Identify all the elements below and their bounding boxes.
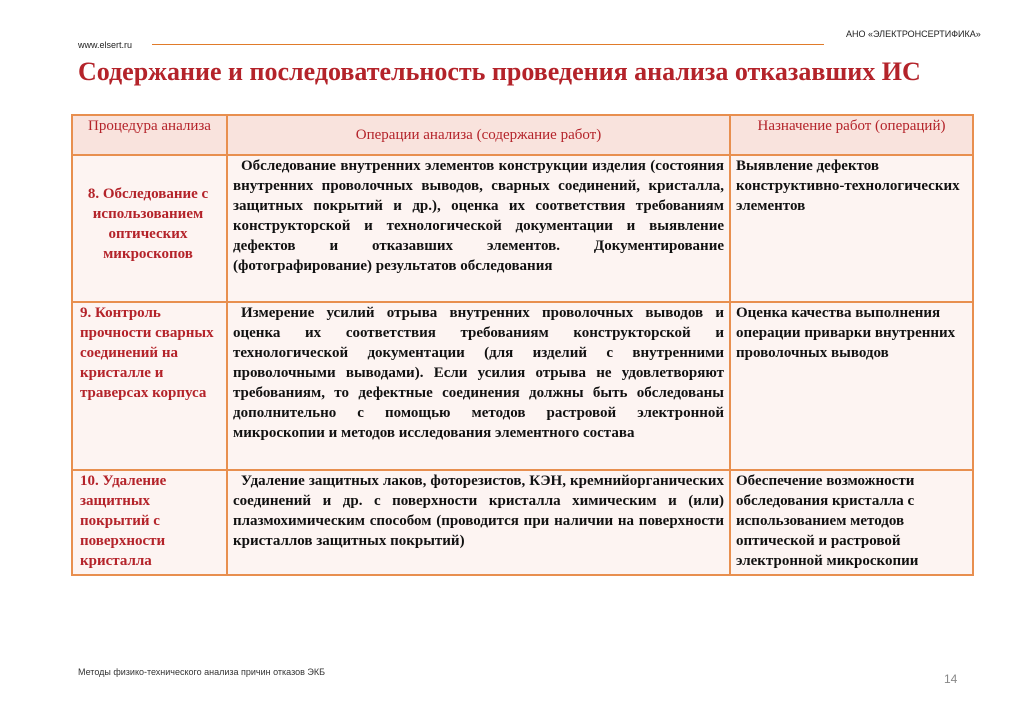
- purpose-text: Обеспечение возможности обследования кристалла с использованием методов оптической и растровой электронной микроскопии: [736, 473, 919, 569]
- table-row: [72, 470, 973, 575]
- operations-cell: [227, 302, 730, 470]
- operations-text: Обследование внутренних элементов конструкции изделия (состояния внутренних проволочных выводов, сварных соединений, кристалла, защитных покрытий и др.), оценка их соответствия требованиям конструкторской и технологической документации и выявление дефектов и отказавших элементов. Документирование (фотографирование) результатов обследования: [233, 158, 724, 274]
- procedure-text: 8. Обследование с использованием оптических микроскопов: [87, 186, 209, 262]
- operations-cell: [227, 155, 730, 302]
- purpose-text: Выявление дефектов конструктивно-технологических элементов: [736, 158, 960, 214]
- header-divider: [152, 44, 824, 45]
- table-row: [72, 155, 973, 302]
- operations-text: Измерение усилий отрыва внутренних проволочных выводов и оценка их соответствия требованиям конструкторской и технологической документации (для изделий с внутренними проволочными выводами). Если усилия отрыва не удовлетворяют требованиям, то дефектные соединения должны быть обследованы дополнительно с помощью методов растровой электронной микроскопии и методов исследования элементного состава: [233, 305, 724, 441]
- operations-text: Удаление защитных лаков, фоторезистов, КЭН, кремнийорганических соединений и др. с поверхности кристалла химическим и (или) плазмохимическим способом (проводится при наличии на поверхности кристаллов защитных покрытий): [233, 473, 724, 549]
- page-title: Содержание и последовательность проведения анализа отказавших ИС: [78, 57, 921, 86]
- table-header-row: [72, 115, 973, 155]
- footer-text: Методы физико-технического анализа причин отказов ЭКБ: [78, 667, 326, 677]
- column-header-purpose: Назначение работ (операций): [730, 115, 973, 155]
- column-header-operations: Операции анализа (содержание работ): [227, 115, 730, 155]
- operations-cell: [227, 470, 730, 575]
- column-header-procedure: Процедура анализа: [72, 115, 227, 155]
- procedure-cell: [72, 470, 227, 575]
- procedure-cell: [72, 302, 227, 470]
- analysis-table: [71, 114, 974, 576]
- organization-name: АНО «ЭЛЕКТРОНСЕРТИФИКА»: [846, 29, 981, 39]
- page-number: 14: [944, 672, 958, 686]
- table-row: [72, 302, 973, 470]
- procedure-text: 9. Контроль прочности сварных соединений на кристалле и траверсах корпуса: [80, 305, 214, 401]
- purpose-cell: [730, 302, 973, 470]
- purpose-cell: [730, 470, 973, 575]
- procedure-cell: [72, 155, 227, 302]
- procedure-text: 10. Удаление защитных покрытий с поверхности кристалла: [80, 473, 167, 569]
- website-url[interactable]: www.elsert.ru: [78, 40, 133, 50]
- purpose-cell: [730, 155, 973, 302]
- purpose-text: Оценка качества выполнения операции приварки внутренних проволочных выводов: [736, 305, 956, 361]
